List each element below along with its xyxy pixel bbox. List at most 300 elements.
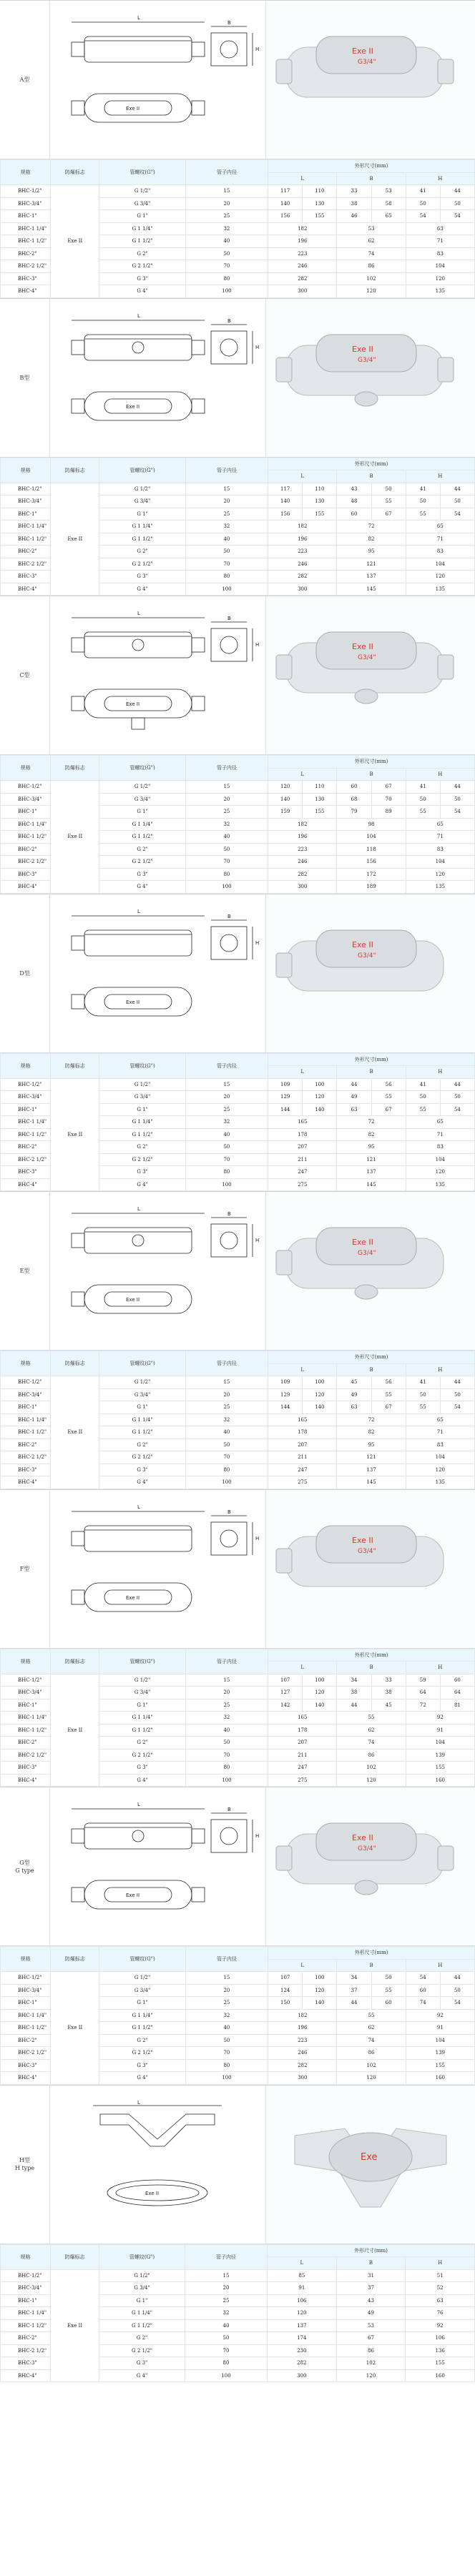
cell-dim-l1: 140 (268, 495, 303, 508)
cell-model: BHC-3/4" (1, 1687, 51, 1699)
cell-thread: G 1/2" (99, 483, 185, 495)
header-h: H (406, 2257, 475, 2270)
cell-bore: 100 (185, 2072, 268, 2085)
cell-dim-b: 145 (337, 1476, 406, 1489)
exe-mark-label: Exe II (126, 403, 140, 410)
cell-dim-b: 121 (337, 1451, 406, 1464)
cell-thread: G 2" (99, 1737, 185, 1750)
photo-sub-label: G3/4" (358, 59, 376, 66)
cell-dim-l: 182 (268, 222, 337, 235)
cell-mark: Exe II (51, 1972, 99, 2085)
dim-label-b: B (227, 1509, 231, 1515)
header-thread: 管螺纹(G") (99, 1351, 185, 1376)
end-view (211, 1820, 247, 1852)
header-mark: 防爆标志 (51, 160, 99, 185)
hub-left (72, 42, 84, 56)
cell-dim-h: 92 (406, 1712, 474, 1724)
technical-drawing (50, 1490, 266, 1649)
photo-label: Exe II (352, 939, 373, 949)
cell-bore: 20 (185, 1091, 268, 1104)
type-label-cell (0, 1192, 50, 1350)
header-model: 规格 (1, 1053, 51, 1078)
cell-model: BHC-2" (1, 1141, 51, 1154)
header-h: H (406, 1066, 474, 1079)
type-label-cell (0, 1490, 50, 1648)
header-h: H (406, 172, 474, 185)
branch-hub (355, 689, 378, 704)
cell-dim-l1: 109 (268, 1376, 303, 1389)
cell-dim-b1: 38 (337, 1687, 371, 1699)
cell-dim-h: 71 (406, 831, 474, 844)
header-thread: 管螺纹(G") (99, 1053, 185, 1078)
cell-model: BHC-1 1/4" (1, 222, 51, 235)
cell-dim-h: 120 (406, 1166, 474, 1179)
cell-dim-l2: 110 (303, 185, 337, 198)
cell-thread: G 1 1/2" (99, 2319, 185, 2332)
dim-label-h: H (255, 1535, 260, 1541)
cell-dim-l2: 155 (303, 210, 337, 223)
cell-dim-l2: 120 (303, 1388, 337, 1401)
cell-dim-h: 71 (406, 533, 474, 546)
spec-table (0, 1053, 475, 1192)
hub-left (276, 357, 292, 382)
header-bore: 管子内径 (185, 2244, 268, 2269)
cell-dim-l: 282 (268, 2059, 337, 2072)
cell-dim-b2: 58 (371, 197, 406, 210)
cell-dim-h: 83 (406, 843, 474, 856)
cell-dim-b: 82 (337, 533, 406, 546)
exe-mark-label: Exe II (126, 1892, 140, 1898)
header-bore: 管子内径 (185, 458, 268, 483)
cell-model: BHC-2 1/2" (1, 1451, 51, 1464)
product-photo (266, 1787, 475, 1946)
cell-bore: 20 (185, 1687, 268, 1699)
hub-right (438, 1846, 454, 1870)
cell-dim-h: 135 (406, 285, 474, 298)
hub-top-left (72, 995, 84, 1009)
cell-dim-b2: 56 (371, 1078, 406, 1091)
cell-bore: 50 (185, 843, 268, 856)
cell-bore: 100 (185, 881, 268, 894)
cell-dim-b2: 67 (371, 1401, 406, 1414)
cell-model: BHC-2" (1, 1737, 51, 1750)
cell-dim-b2: 55 (371, 495, 406, 508)
product-section (0, 1191, 475, 1489)
cell-dim-l2: 140 (303, 1401, 337, 1414)
technical-drawing (50, 1192, 266, 1351)
header-model: 规格 (1, 2244, 51, 2269)
cell-dim-b1: 49 (337, 1091, 371, 1104)
product-section (0, 0, 475, 298)
cell-dim-h1: 41 (406, 781, 440, 794)
cell-dim-h2: 54 (440, 1401, 474, 1414)
cell-mark: Exe II (51, 2269, 99, 2382)
cell-bore: 50 (185, 546, 268, 558)
cell-dim-h: 63 (406, 222, 474, 235)
cell-model: BHC-1 1/2" (1, 235, 51, 248)
cell-dim-h: 120 (406, 571, 474, 583)
figure-row (0, 299, 475, 458)
cell-bore: 70 (185, 558, 268, 571)
cell-dim-h: 65 (406, 1413, 474, 1426)
header-bore: 管子内径 (185, 1053, 268, 1078)
cell-bore: 25 (185, 1699, 268, 1712)
header-thread: 管螺纹(G") (99, 2244, 185, 2269)
cell-model: BHC-1 1/2" (1, 831, 51, 844)
cell-dim-b: 62 (337, 2022, 406, 2035)
cell-bore: 40 (185, 2319, 268, 2332)
cell-dim-l1: 142 (268, 1699, 303, 1712)
cell-dim-l2: 130 (303, 495, 337, 508)
cell-dim-l2: 120 (303, 1984, 337, 1997)
cell-dim-h: 52 (406, 2282, 475, 2295)
product-photo (266, 894, 475, 1053)
cell-thread: G 2 1/2" (99, 1153, 185, 1166)
cell-dim-b1: 45 (337, 1376, 371, 1389)
cell-dim-b: 102 (337, 1762, 406, 1775)
cell-model: BHC-1/2" (1, 483, 51, 495)
cell-bore: 25 (185, 210, 268, 223)
branch-hub (355, 1880, 378, 1895)
product-section (0, 894, 475, 1192)
cell-dim-b: 55 (337, 1712, 406, 1724)
cell-model: BHC-2" (1, 546, 51, 558)
technical-drawing (50, 1787, 266, 1946)
cell-thread: G 4" (99, 2369, 185, 2382)
drawing-cell (50, 1192, 266, 1350)
cell-dim-l: 246 (268, 558, 337, 571)
cell-thread: G 1 1/2" (99, 1128, 185, 1141)
cell-thread: G 2 1/2" (99, 1451, 185, 1464)
figure-row (0, 1, 475, 159)
type-label: G型 (19, 1859, 30, 1866)
branch-hub (132, 639, 144, 651)
cell-thread: G 2" (99, 2034, 185, 2047)
header-model: 规格 (1, 1351, 51, 1376)
cell-model: BHC-2" (1, 1438, 51, 1451)
spec-table (0, 1351, 475, 1489)
cell-dim-b: 74 (337, 247, 406, 260)
cell-dim-b1: 46 (337, 210, 371, 223)
cell-model: BHC-1/2" (1, 1674, 51, 1687)
cell-dim-h1: 50 (406, 197, 440, 210)
cell-model: BHC-1/2" (1, 1972, 51, 1985)
header-bore: 管子内径 (185, 1947, 268, 1972)
cell-dim-b: 31 (336, 2269, 406, 2282)
header-l: L (268, 1959, 337, 1972)
cell-dim-l: 300 (268, 2369, 337, 2382)
cell-dim-h2: 50 (440, 1388, 474, 1401)
table-row (1, 2269, 475, 2282)
cell-dim-l1: 127 (268, 1687, 303, 1699)
cell-dim-h: 65 (406, 520, 474, 533)
cell-bore: 20 (185, 197, 268, 210)
cell-thread: G 1" (99, 1699, 185, 1712)
cell-thread: G 3" (99, 2059, 185, 2072)
hub-left (72, 638, 84, 652)
cell-thread: G 2" (99, 2332, 185, 2345)
cell-model: BHC-1/2" (1, 1078, 51, 1091)
cell-model: BHC-3" (1, 1464, 51, 1476)
cell-dim-l: 211 (268, 1451, 337, 1464)
cell-dim-b: 120 (337, 285, 406, 298)
cell-dim-h: 76 (406, 2307, 475, 2320)
dim-label-b: B (227, 616, 231, 621)
cell-dim-h: 83 (406, 247, 474, 260)
cell-bore: 100 (185, 1476, 268, 1489)
spec-table (0, 2244, 475, 2383)
photo-sub-label: G3/4" (358, 356, 376, 364)
cell-dim-l: 207 (268, 1438, 337, 1451)
table-row (1, 483, 475, 495)
cell-dim-l: 247 (268, 1464, 337, 1476)
cell-thread: G 1" (99, 806, 185, 819)
cell-model: BHC-1 1/2" (1, 1724, 51, 1737)
cell-dim-b1: 63 (337, 1401, 371, 1414)
cell-model: BHC-4" (1, 1774, 51, 1787)
exe-mark-label: Exe II (126, 999, 140, 1005)
cell-thread: G 1 1/2" (99, 831, 185, 844)
cell-dim-l2: 140 (303, 1699, 337, 1712)
end-view (211, 927, 247, 959)
header-model: 规格 (1, 756, 51, 781)
cell-dim-h2: 54 (440, 1997, 474, 2010)
cell-dim-b2: 67 (371, 781, 406, 794)
type-label: D型 (19, 969, 30, 977)
cell-bore: 40 (185, 1128, 268, 1141)
branch-hub (355, 1285, 378, 1299)
drawing-cell (50, 596, 266, 754)
cell-dim-h2: 50 (440, 197, 474, 210)
dim-label-b: B (227, 317, 231, 324)
cell-dim-h2: 60 (440, 1674, 474, 1687)
cell-dim-h1: 55 (406, 1103, 440, 1116)
dim-label-h: H (255, 1238, 260, 1243)
cell-dim-h1: 54 (406, 1972, 440, 1985)
branch-hub (132, 1830, 144, 1842)
body-side-view (84, 930, 192, 956)
cell-dim-h: 104 (406, 2034, 474, 2047)
type-label-cell (0, 1, 50, 159)
cell-thread: G 1/2" (99, 2269, 185, 2282)
figure-row (0, 2086, 475, 2244)
spec-table-header (1, 1649, 475, 1674)
cell-model: BHC-3/4" (1, 1388, 51, 1401)
cell-model: BHC-1" (1, 1997, 51, 2010)
cell-dim-h: 136 (406, 2344, 475, 2357)
cell-dim-l2: 120 (303, 1687, 337, 1699)
cell-model: BHC-2 1/2" (1, 2344, 51, 2357)
cell-dim-l2: 155 (303, 806, 337, 819)
end-bore (220, 1232, 238, 1249)
cell-dim-b1: 60 (337, 781, 371, 794)
table-row (1, 1078, 475, 1091)
cell-model: BHC-1/2" (1, 2269, 51, 2282)
photo-sub-label: G3/4" (358, 1250, 376, 1257)
hub-left (276, 1846, 292, 1870)
cell-dim-b: 102 (336, 2357, 406, 2370)
cell-model: BHC-1" (1, 806, 51, 819)
product-photo (266, 2086, 475, 2244)
cell-thread: G 1 1/2" (99, 2022, 185, 2035)
header-b: B (337, 470, 406, 483)
cell-bore: 32 (185, 222, 268, 235)
cell-thread: G 2" (99, 247, 185, 260)
photo-cell (266, 1192, 475, 1350)
cell-model: BHC-3/4" (1, 495, 51, 508)
cell-bore: 50 (185, 2332, 268, 2345)
cell-bore: 80 (185, 272, 268, 285)
cell-dim-h1: 41 (406, 483, 440, 495)
cell-bore: 70 (185, 260, 268, 273)
header-mark: 防爆标志 (51, 1351, 99, 1376)
cell-thread: G 3" (99, 571, 185, 583)
hub-top-left (72, 1887, 84, 1902)
end-view (211, 33, 247, 66)
photo-sub-label: G3/4" (358, 1547, 376, 1555)
cell-dim-b: 43 (336, 2294, 406, 2307)
hub-top-right (192, 696, 205, 711)
cell-thread: G 3/4" (99, 793, 185, 806)
product-photo (266, 1, 475, 159)
photo-cell (266, 894, 475, 1052)
type-label-cell (0, 596, 50, 754)
spec-table (0, 458, 475, 596)
cell-dim-l: 246 (268, 260, 337, 273)
cell-dim-b2: 70 (371, 793, 406, 806)
cell-dim-l: 165 (268, 1712, 337, 1724)
hub-left (72, 1829, 84, 1843)
cell-bore: 50 (185, 2034, 268, 2047)
cell-dim-h1: 74 (406, 1997, 440, 2010)
cell-thread: G 2 1/2" (99, 2047, 185, 2060)
cell-dim-l: 223 (268, 247, 337, 260)
cell-dim-b: 86 (337, 2047, 406, 2060)
cell-thread: G 2 1/2" (99, 2344, 185, 2357)
cell-bore: 70 (185, 1749, 268, 1762)
cell-bore: 80 (185, 1166, 268, 1179)
product-photo (266, 1192, 475, 1351)
cell-dim-h1: 60 (406, 1984, 440, 1997)
cell-dim-l2: 100 (303, 1078, 337, 1091)
header-model: 规格 (1, 1947, 51, 1972)
cell-bore: 70 (185, 2047, 268, 2060)
cell-dim-h: 160 (406, 1774, 474, 1787)
cell-dim-l1: 156 (268, 210, 303, 223)
spec-table-header (1, 1351, 475, 1376)
body-side-view (84, 1228, 192, 1253)
cell-dim-h1: 54 (406, 210, 440, 223)
header-l: L (268, 768, 337, 781)
cell-dim-h: 92 (406, 2009, 474, 2022)
cell-dim-b: 95 (337, 546, 406, 558)
cell-dim-l: 246 (268, 2047, 337, 2060)
photo-cell (266, 596, 475, 754)
cell-dim-h: 65 (406, 1116, 474, 1129)
cell-model: BHC-4" (1, 1476, 51, 1489)
dim-label-l: L (137, 1504, 140, 1510)
cell-thread: G 1" (99, 210, 185, 223)
type-label: B型 (19, 374, 30, 381)
cell-dim-l2: 110 (303, 781, 337, 794)
cell-model: BHC-3/4" (1, 1984, 51, 1997)
cell-bore: 100 (185, 583, 268, 596)
header-dims: 外形尺寸(mm) (268, 2244, 475, 2257)
cell-model: BHC-3/4" (1, 2282, 51, 2295)
product-section (0, 1787, 475, 2085)
cell-dim-l: 85 (268, 2269, 337, 2282)
header-mark: 防爆标志 (51, 1947, 99, 1972)
cell-bore: 15 (185, 1078, 268, 1091)
cell-dim-l1: 144 (268, 1401, 303, 1414)
type-label-cell (0, 1787, 50, 1945)
cell-model: BHC-3" (1, 1166, 51, 1179)
cell-dim-l: 207 (268, 1141, 337, 1154)
cell-thread: G 2" (99, 1141, 185, 1154)
photo-sub-label: G3/4" (358, 654, 376, 661)
figure-row (0, 596, 475, 755)
cell-dim-b2: 67 (371, 508, 406, 520)
cell-dim-b1: 44 (337, 1997, 371, 2010)
branch-hub (132, 342, 144, 353)
cell-bore: 25 (185, 1103, 268, 1116)
cell-thread: G 3/4" (99, 495, 185, 508)
cell-bore: 25 (185, 806, 268, 819)
cell-thread: G 3/4" (99, 1388, 185, 1401)
cell-model: BHC-4" (1, 583, 51, 596)
cell-dim-h2: 54 (440, 1103, 474, 1116)
cell-bore: 50 (185, 1141, 268, 1154)
cell-dim-b1: 49 (337, 1388, 371, 1401)
dim-label-b: B (227, 1807, 231, 1812)
cell-bore: 15 (185, 1972, 268, 1985)
cell-dim-l1: 140 (268, 197, 303, 210)
cell-dim-l1: 117 (268, 483, 303, 495)
spec-table (0, 1946, 475, 2085)
cell-bore: 25 (185, 1401, 268, 1414)
cell-model: BHC-3/4" (1, 197, 51, 210)
header-mark: 防爆标志 (51, 458, 99, 483)
exe-mark-label: Exe II (126, 106, 140, 112)
cell-model: BHC-2 1/2" (1, 856, 51, 869)
cell-model: BHC-4" (1, 1178, 51, 1191)
technical-drawing (50, 894, 266, 1053)
technical-drawing (50, 2086, 266, 2244)
cell-dim-h2: 50 (440, 1984, 474, 1997)
hub-left (276, 1250, 292, 1275)
cell-dim-h: 104 (406, 1737, 474, 1750)
cell-dim-b: 98 (337, 818, 406, 831)
cell-thread: G 1 1/4" (99, 520, 185, 533)
cell-bore: 100 (185, 1178, 268, 1191)
header-dims: 外形尺寸(mm) (268, 1649, 475, 1662)
cell-dim-h: 155 (406, 1762, 474, 1775)
cell-mark: Exe II (51, 1376, 99, 1489)
cell-dim-h: 155 (406, 2059, 474, 2072)
cell-dim-l1: 120 (268, 781, 303, 794)
header-l: L (268, 1066, 337, 1079)
cell-dim-b: 118 (337, 843, 406, 856)
hub-left (276, 1549, 292, 1573)
cell-model: BHC-1 1/4" (1, 2307, 51, 2320)
drawing-cell (50, 2086, 266, 2244)
spec-table-header (1, 2244, 475, 2269)
product-section (0, 298, 475, 596)
cell-model: BHC-1 1/4" (1, 1413, 51, 1426)
cell-thread: G 1 1/4" (99, 1712, 185, 1724)
cell-dim-b1: 33 (337, 185, 371, 198)
cell-dim-l: 223 (268, 546, 337, 558)
